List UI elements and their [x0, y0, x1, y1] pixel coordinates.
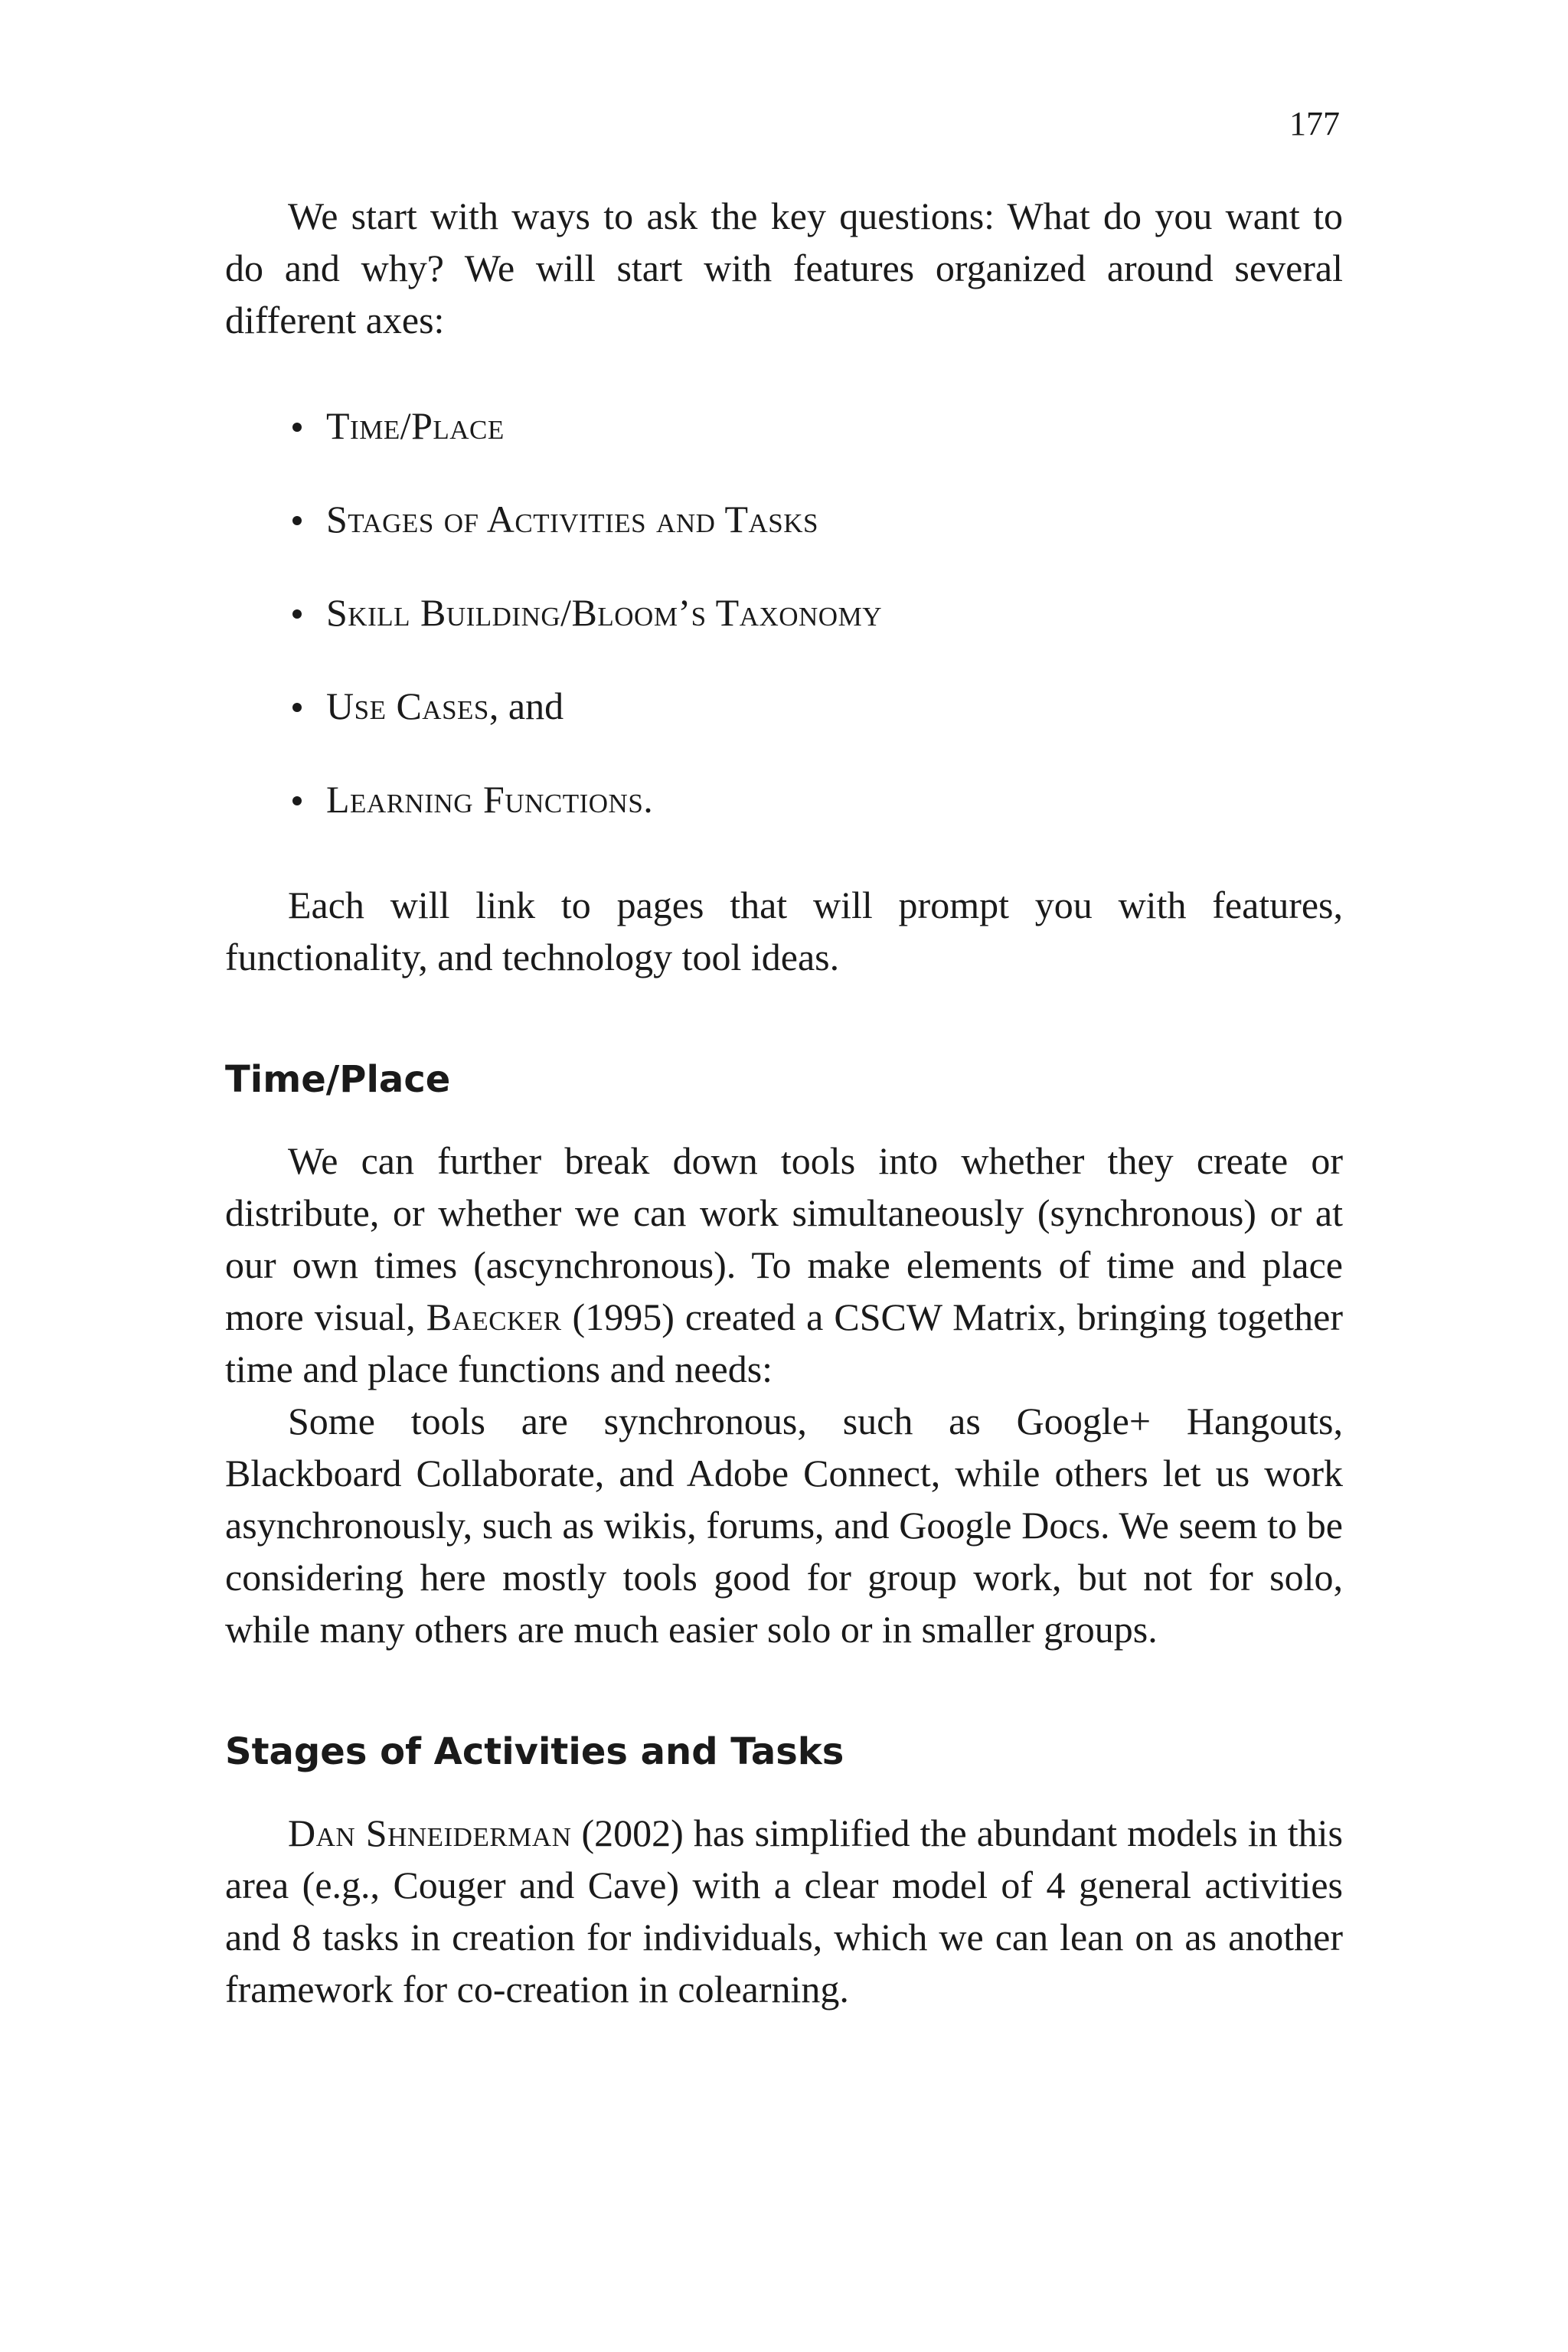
author-name-shneiderman: Dan Shneiderman — [288, 1811, 572, 1854]
bullet-icon — [292, 796, 302, 805]
time-place-paragraph-1 — [225, 1135, 1343, 1395]
section-heading-stages: Stages of Activities and Tasks — [225, 1730, 844, 1773]
author-name-baecker: Baecker — [426, 1295, 562, 1338]
bullet-icon — [292, 516, 302, 525]
stages-paragraph-1 — [225, 1807, 1343, 2015]
list-item-label: Time/Place — [326, 404, 505, 447]
time-place-text-after: (1995) created a CSCW Matrix, bringing together time and place functions and needs: — [225, 1295, 1344, 1390]
list-item — [292, 493, 1343, 545]
list-item-label: Skill Building/Bloom’s Taxonomy — [326, 591, 882, 634]
list-item — [292, 400, 1343, 452]
outro-paragraph: Each will link to pages that will prompt you with features, functionality, and technology tool ideas. — [225, 884, 1343, 978]
list-item-suffix: , and — [488, 684, 564, 727]
list-item — [292, 680, 1343, 732]
bullet-icon — [292, 609, 302, 619]
time-place-paragraph-2: Some tools are synchronous, such as Google+ Hangouts, Blackboard Collaborate, and Adobe Connect, while others let us work asynchronously, such as wikis, forums, and Google Docs. We seem to be considering here mostly tools good for group work, but not for solo, while many others are much easier solo or in smaller groups. — [225, 1400, 1343, 1651]
list-item-label: Learning Functions. — [326, 778, 654, 821]
list-item-label: Use Cases — [326, 684, 489, 727]
list-item-label: Stages of Activities and Tasks — [326, 498, 819, 541]
page-number: 177 — [1289, 105, 1340, 142]
bullet-icon — [292, 423, 302, 432]
intro-paragraph: We start with ways to ask the key questions: What do you want to do and why? We will start with features organized around several different axes: — [225, 194, 1343, 341]
stages-text-after: (2002) has simplified the abundant models in this area (e.g., Couger and Cave) with a clear model of 4 general activities and 8 tasks in creation for individuals, which we can lean on as another framework for co-creation in colearning. — [225, 1811, 1343, 2011]
section-heading-time-place: Time/Place — [225, 1058, 451, 1101]
page-content — [225, 190, 1343, 2015]
list-item — [292, 773, 1343, 825]
list-item — [292, 586, 1343, 639]
axes-list — [225, 400, 1343, 825]
time-place-text-before: We can further break down tools into whether they create or distribute, or whether we can work simultaneously (synchronous) or at our own times (ascynchronous). To make elements of time and place more visual, — [225, 1139, 1343, 1338]
bullet-icon — [292, 703, 302, 712]
